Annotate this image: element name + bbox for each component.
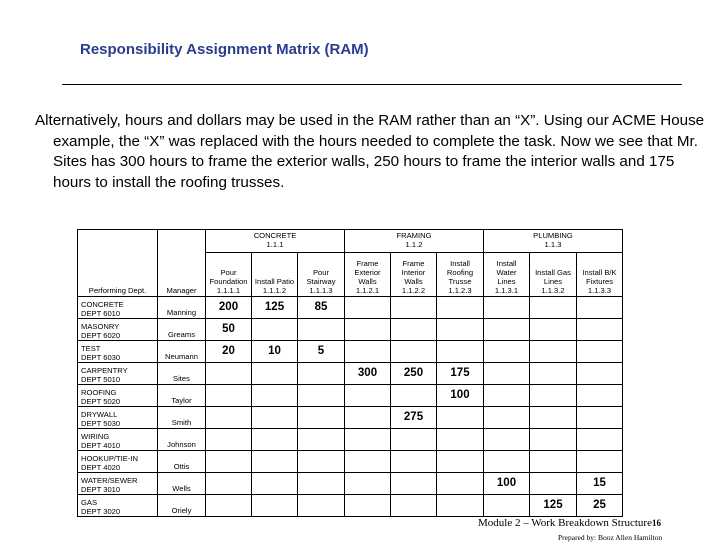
table-row	[78, 296, 623, 318]
hours-cell	[484, 494, 530, 516]
hours-cell	[577, 340, 623, 362]
performing-dept-cell	[78, 428, 158, 450]
hours-cell	[252, 406, 298, 428]
hours-cell	[484, 296, 530, 318]
hours-cell	[206, 362, 252, 384]
manager-cell: Smith	[158, 406, 206, 428]
hours-cell	[577, 318, 623, 340]
task-line: Stairway	[306, 276, 336, 286]
task-header	[345, 253, 391, 297]
performing-dept-cell	[78, 362, 158, 384]
task-header	[530, 253, 577, 297]
hours-cell	[206, 428, 252, 450]
table-row	[78, 318, 623, 340]
table-row	[78, 362, 623, 384]
hours-cell	[391, 340, 437, 362]
footer-module-text: Module 2 – Work Breakdown Structure	[478, 517, 652, 529]
hours-cell	[437, 340, 484, 362]
task-code: 1.1.2.2	[401, 285, 426, 295]
hours-cell	[252, 384, 298, 406]
hours-cell	[206, 472, 252, 494]
hours-cell	[345, 406, 391, 428]
task-line: Walls	[358, 276, 377, 286]
hours-cell	[530, 428, 577, 450]
task-line: Install	[450, 258, 470, 268]
header-tasks-row	[78, 253, 623, 297]
hours-cell	[345, 340, 391, 362]
task-header	[484, 253, 530, 297]
task-line: Lines	[497, 276, 516, 286]
hours-cell	[252, 472, 298, 494]
table-row	[78, 406, 623, 428]
hours-cell	[437, 494, 484, 516]
hours-cell	[391, 428, 437, 450]
table-row	[78, 428, 623, 450]
performing-dept-cell	[78, 384, 158, 406]
hours-cell	[298, 494, 345, 516]
dept-name: WIRING	[81, 431, 110, 441]
task-line: Foundation	[209, 276, 248, 286]
hours-cell	[206, 384, 252, 406]
hours-cell	[298, 362, 345, 384]
hours-cell: 125	[252, 296, 298, 318]
column-header-performing: Performing Dept.	[78, 253, 158, 297]
hours-cell	[484, 362, 530, 384]
hours-cell	[345, 296, 391, 318]
manager-cell: Manning	[158, 296, 206, 318]
paragraph-text: Alternatively, hours and dollars may be used in the RAM rather than an “X”. Using our ACME House example, the “X” was replaced with the hours needed to complete the task. Now we see that Mr. Sites has 300 hours to frame the exterior walls, 250 hours to frame the interior walls and 175 hours to install the roofing trusses.	[35, 112, 705, 191]
hours-cell	[298, 318, 345, 340]
hours-cell	[484, 450, 530, 472]
dept-number: DEPT 5010	[81, 374, 121, 384]
hours-cell	[298, 472, 345, 494]
task-line: Pour	[312, 267, 330, 277]
hours-cell	[437, 472, 484, 494]
hours-cell: 85	[298, 296, 345, 318]
hours-cell: 15	[577, 472, 623, 494]
hours-cell	[345, 450, 391, 472]
hours-cell	[577, 296, 623, 318]
task-code: 1.1.3.2	[541, 285, 565, 295]
manager-cell: Ottis	[158, 450, 206, 472]
hours-cell	[530, 384, 577, 406]
hours-cell	[345, 384, 391, 406]
performing-dept-cell	[78, 494, 158, 516]
task-header	[577, 253, 623, 297]
hours-cell	[577, 406, 623, 428]
header-groups-row	[78, 230, 623, 253]
hours-cell	[252, 494, 298, 516]
dept-number: DEPT 5030	[81, 418, 121, 428]
dept-number: DEPT 5020	[81, 396, 121, 406]
footer-page-number: 16	[651, 518, 661, 528]
task-line: Frame	[356, 258, 379, 268]
table-row	[78, 472, 623, 494]
hours-cell	[298, 406, 345, 428]
dept-number: DEPT 6020	[81, 330, 121, 340]
table-row	[78, 340, 623, 362]
hours-cell	[345, 494, 391, 516]
hours-cell: 10	[252, 340, 298, 362]
table-row	[78, 450, 623, 472]
hours-cell	[345, 318, 391, 340]
dept-number: DEPT 6010	[81, 308, 121, 318]
group-code: 1.1.2	[405, 240, 423, 249]
group-code: 1.1.1	[266, 240, 284, 249]
dept-name: DRYWALL	[81, 409, 118, 419]
footer-module	[478, 517, 661, 529]
title-divider	[62, 84, 682, 85]
dept-number: DEPT 4020	[81, 462, 121, 472]
dept-name: CONCRETE	[81, 299, 124, 309]
task-code: 1.1.1.3	[309, 285, 333, 295]
hours-cell	[484, 384, 530, 406]
table-row	[78, 494, 623, 516]
manager-cell: Neumann	[158, 340, 206, 362]
hours-cell	[391, 450, 437, 472]
dept-number: DEPT 4010	[81, 440, 121, 450]
task-code: 1.1.1.2	[262, 285, 287, 295]
hours-cell	[577, 428, 623, 450]
task-code: 1.1.3.3	[587, 285, 612, 295]
task-line: Fixtures	[585, 276, 613, 286]
dept-name: WATER/SEWER	[81, 475, 138, 485]
table-row	[78, 384, 623, 406]
hours-cell	[577, 450, 623, 472]
hours-cell	[252, 428, 298, 450]
hours-cell: 100	[437, 384, 484, 406]
group-code: 1.1.3	[544, 240, 562, 249]
hours-cell	[530, 406, 577, 428]
manager-cell: Oriely	[158, 494, 206, 516]
hours-cell	[437, 450, 484, 472]
hours-cell	[484, 406, 530, 428]
slide-title: Responsibility Assignment Matrix (RAM)	[80, 41, 369, 58]
hours-cell	[530, 296, 577, 318]
hours-cell	[206, 450, 252, 472]
hours-cell	[298, 450, 345, 472]
hours-cell	[437, 428, 484, 450]
task-code: 1.1.2.1	[355, 285, 380, 295]
task-line: Install B/K	[582, 267, 617, 277]
task-line: Pour	[220, 267, 237, 277]
task-line: Roofing	[446, 267, 474, 277]
performing-dept-cell	[78, 318, 158, 340]
dept-name: CARPENTRY	[81, 365, 128, 375]
performing-dept-cell	[78, 472, 158, 494]
task-line: Exterior	[354, 267, 381, 277]
hours-cell	[530, 340, 577, 362]
task-code: 1.1.2.3	[448, 285, 472, 295]
hours-cell: 300	[345, 362, 391, 384]
task-line: Install	[496, 258, 517, 268]
dept-number: DEPT 6030	[81, 352, 121, 362]
hours-cell	[530, 362, 577, 384]
blank-header-cell	[158, 230, 206, 253]
performing-dept-cell	[78, 340, 158, 362]
group-header	[484, 230, 623, 253]
hours-cell	[484, 428, 530, 450]
hours-cell	[252, 318, 298, 340]
hours-cell: 175	[437, 362, 484, 384]
hours-cell	[391, 318, 437, 340]
hours-cell	[530, 318, 577, 340]
group-header	[206, 230, 345, 253]
hours-cell	[391, 384, 437, 406]
dept-name: GAS	[81, 497, 98, 507]
footer-prepared-by: Prepared by: Booz Allen Hamilton	[558, 533, 663, 542]
hours-cell: 20	[206, 340, 252, 362]
blank-header-cell	[78, 230, 158, 253]
performing-dept-cell	[78, 450, 158, 472]
hours-cell	[298, 384, 345, 406]
manager-cell: Greams	[158, 318, 206, 340]
task-header	[437, 253, 484, 297]
manager-cell: Johnson	[158, 428, 206, 450]
task-line: Trusse	[448, 276, 472, 286]
task-line: Water	[496, 267, 517, 277]
dept-name: HOOKUP/TIE-IN	[81, 453, 138, 463]
group-name: PLUMBING	[533, 231, 573, 240]
group-name: FRAMING	[396, 231, 432, 240]
task-line: Walls	[404, 276, 423, 286]
task-line: Interior	[401, 267, 426, 277]
dept-name: TEST	[81, 343, 101, 353]
task-code: 1.1.1.1	[216, 285, 241, 295]
manager-cell: Wells	[158, 472, 206, 494]
hours-cell: 200	[206, 296, 252, 318]
hours-cell	[206, 406, 252, 428]
task-line: Install Patio	[254, 276, 295, 286]
hours-cell: 5	[298, 340, 345, 362]
hours-cell	[345, 472, 391, 494]
hours-cell: 50	[206, 318, 252, 340]
hours-cell	[391, 472, 437, 494]
manager-cell: Taylor	[158, 384, 206, 406]
hours-cell	[484, 340, 530, 362]
hours-cell	[391, 296, 437, 318]
task-line: Install Gas	[535, 267, 571, 277]
task-header	[298, 253, 345, 297]
hours-cell	[437, 296, 484, 318]
hours-cell	[577, 384, 623, 406]
hours-cell	[345, 428, 391, 450]
hours-cell	[530, 450, 577, 472]
hours-cell: 275	[391, 406, 437, 428]
hours-cell	[298, 428, 345, 450]
group-name: CONCRETE	[253, 231, 297, 240]
hours-cell	[577, 362, 623, 384]
hours-cell	[437, 406, 484, 428]
performing-dept-cell	[78, 406, 158, 428]
task-header	[391, 253, 437, 297]
hours-cell: 125	[530, 494, 577, 516]
task-header	[252, 253, 298, 297]
hours-cell	[437, 318, 484, 340]
hours-cell: 25	[577, 494, 623, 516]
body-paragraph	[35, 111, 715, 193]
hours-cell: 250	[391, 362, 437, 384]
task-line: Lines	[543, 276, 563, 286]
task-header	[206, 253, 252, 297]
task-code: 1.1.3.1	[494, 285, 519, 295]
dept-name: ROOFING	[81, 387, 117, 397]
dept-name: MASONRY	[81, 321, 120, 331]
hours-cell: 100	[484, 472, 530, 494]
hours-cell	[252, 362, 298, 384]
column-header-manager: Manager	[158, 253, 206, 297]
ram-matrix	[77, 229, 623, 517]
hours-cell	[252, 450, 298, 472]
dept-number: DEPT 3020	[81, 506, 121, 516]
hours-cell	[206, 494, 252, 516]
task-line: Frame	[402, 258, 425, 268]
hours-cell	[530, 472, 577, 494]
group-header	[345, 230, 484, 253]
manager-cell: Sites	[158, 362, 206, 384]
hours-cell	[484, 318, 530, 340]
dept-number: DEPT 3010	[81, 484, 121, 494]
performing-dept-cell	[78, 296, 158, 318]
hours-cell	[391, 494, 437, 516]
